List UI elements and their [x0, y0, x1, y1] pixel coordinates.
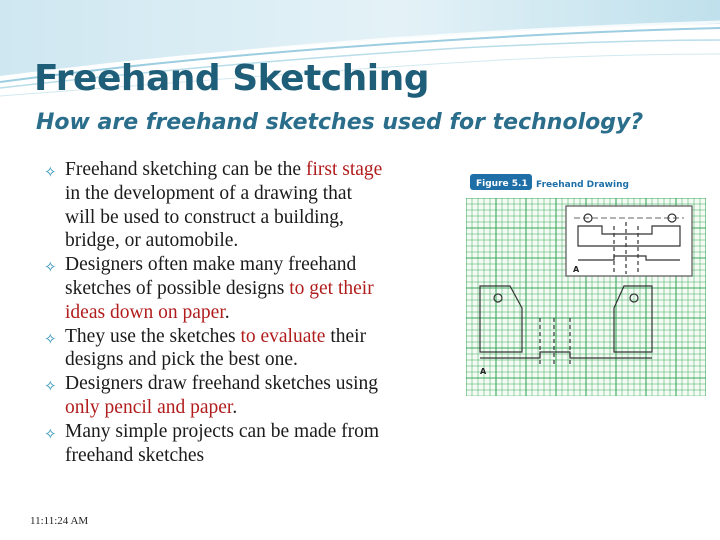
bullet-line [65, 325, 474, 349]
bullet-item [44, 253, 474, 324]
diamond-bullet-icon: ✧ [44, 260, 57, 277]
highlighted-text: to get their [289, 277, 374, 299]
bullet-text: designs and pick the best one. [65, 349, 298, 371]
bullet-text: Designers often make many freehand [65, 254, 357, 276]
bullet-list [44, 158, 474, 467]
slide-title: Freehand Sketching [34, 58, 429, 99]
bullet-line [65, 396, 474, 420]
bullet-text: sketches of possible designs [65, 277, 290, 299]
figure-caption: Freehand Drawing [536, 180, 629, 190]
diamond-bullet-icon: ✧ [44, 165, 57, 181]
highlighted-text: ideas down on paper [65, 301, 225, 323]
bullet-line [65, 253, 474, 277]
figure-badge-label: Figure 5.1 [476, 179, 528, 189]
bullet-text: in the development of a drawing that [65, 182, 352, 204]
bullet-line [65, 420, 474, 444]
bullet-text: . [232, 396, 238, 418]
highlighted-text: first stage [305, 159, 383, 180]
bullet-item [44, 372, 474, 420]
diamond-bullet-icon: ✧ [44, 426, 57, 443]
top-view-sketch [566, 206, 692, 276]
label-a-top: A [573, 265, 580, 274]
bullet-item [44, 158, 474, 253]
label-a-bottom: A [480, 367, 487, 376]
bullet-line [65, 277, 474, 301]
bullet-text: bridge, or automobile. [65, 230, 239, 252]
bullet-text: freehand sketches [65, 444, 205, 466]
bullet-line [65, 301, 474, 325]
graph-paper-grid [466, 168, 706, 396]
slide-subtitle: How are freehand sketches used for technology? [36, 110, 644, 135]
bullet-text: Many simple projects can be made from [65, 420, 380, 442]
bullet-text: They use the sketches [65, 325, 241, 347]
bullet-line [65, 206, 474, 230]
bullet-line [65, 444, 474, 468]
diamond-bullet-icon: ✧ [44, 379, 57, 396]
bullet-item [44, 420, 474, 468]
bullet-text: Freehand sketching can be the [65, 159, 306, 180]
bullet-line [65, 158, 474, 182]
bullet-text: Designers draw freehand sketches using [65, 373, 378, 395]
freehand-drawing-figure [466, 168, 706, 396]
bullet-text: . [224, 301, 230, 323]
bullet-line [65, 372, 474, 396]
bullet-text: their [325, 325, 367, 347]
bullet-line [65, 229, 474, 253]
diamond-bullet-icon: ✧ [44, 331, 57, 348]
highlighted-text: only pencil and paper [65, 396, 233, 418]
bullet-line [65, 348, 474, 372]
bullet-line [65, 182, 474, 206]
bullet-text: will be used to construct a building, [65, 206, 344, 228]
highlighted-text: to evaluate [240, 325, 326, 347]
bullet-item [44, 325, 474, 373]
timestamp: 11:11:24 AM [30, 515, 89, 527]
